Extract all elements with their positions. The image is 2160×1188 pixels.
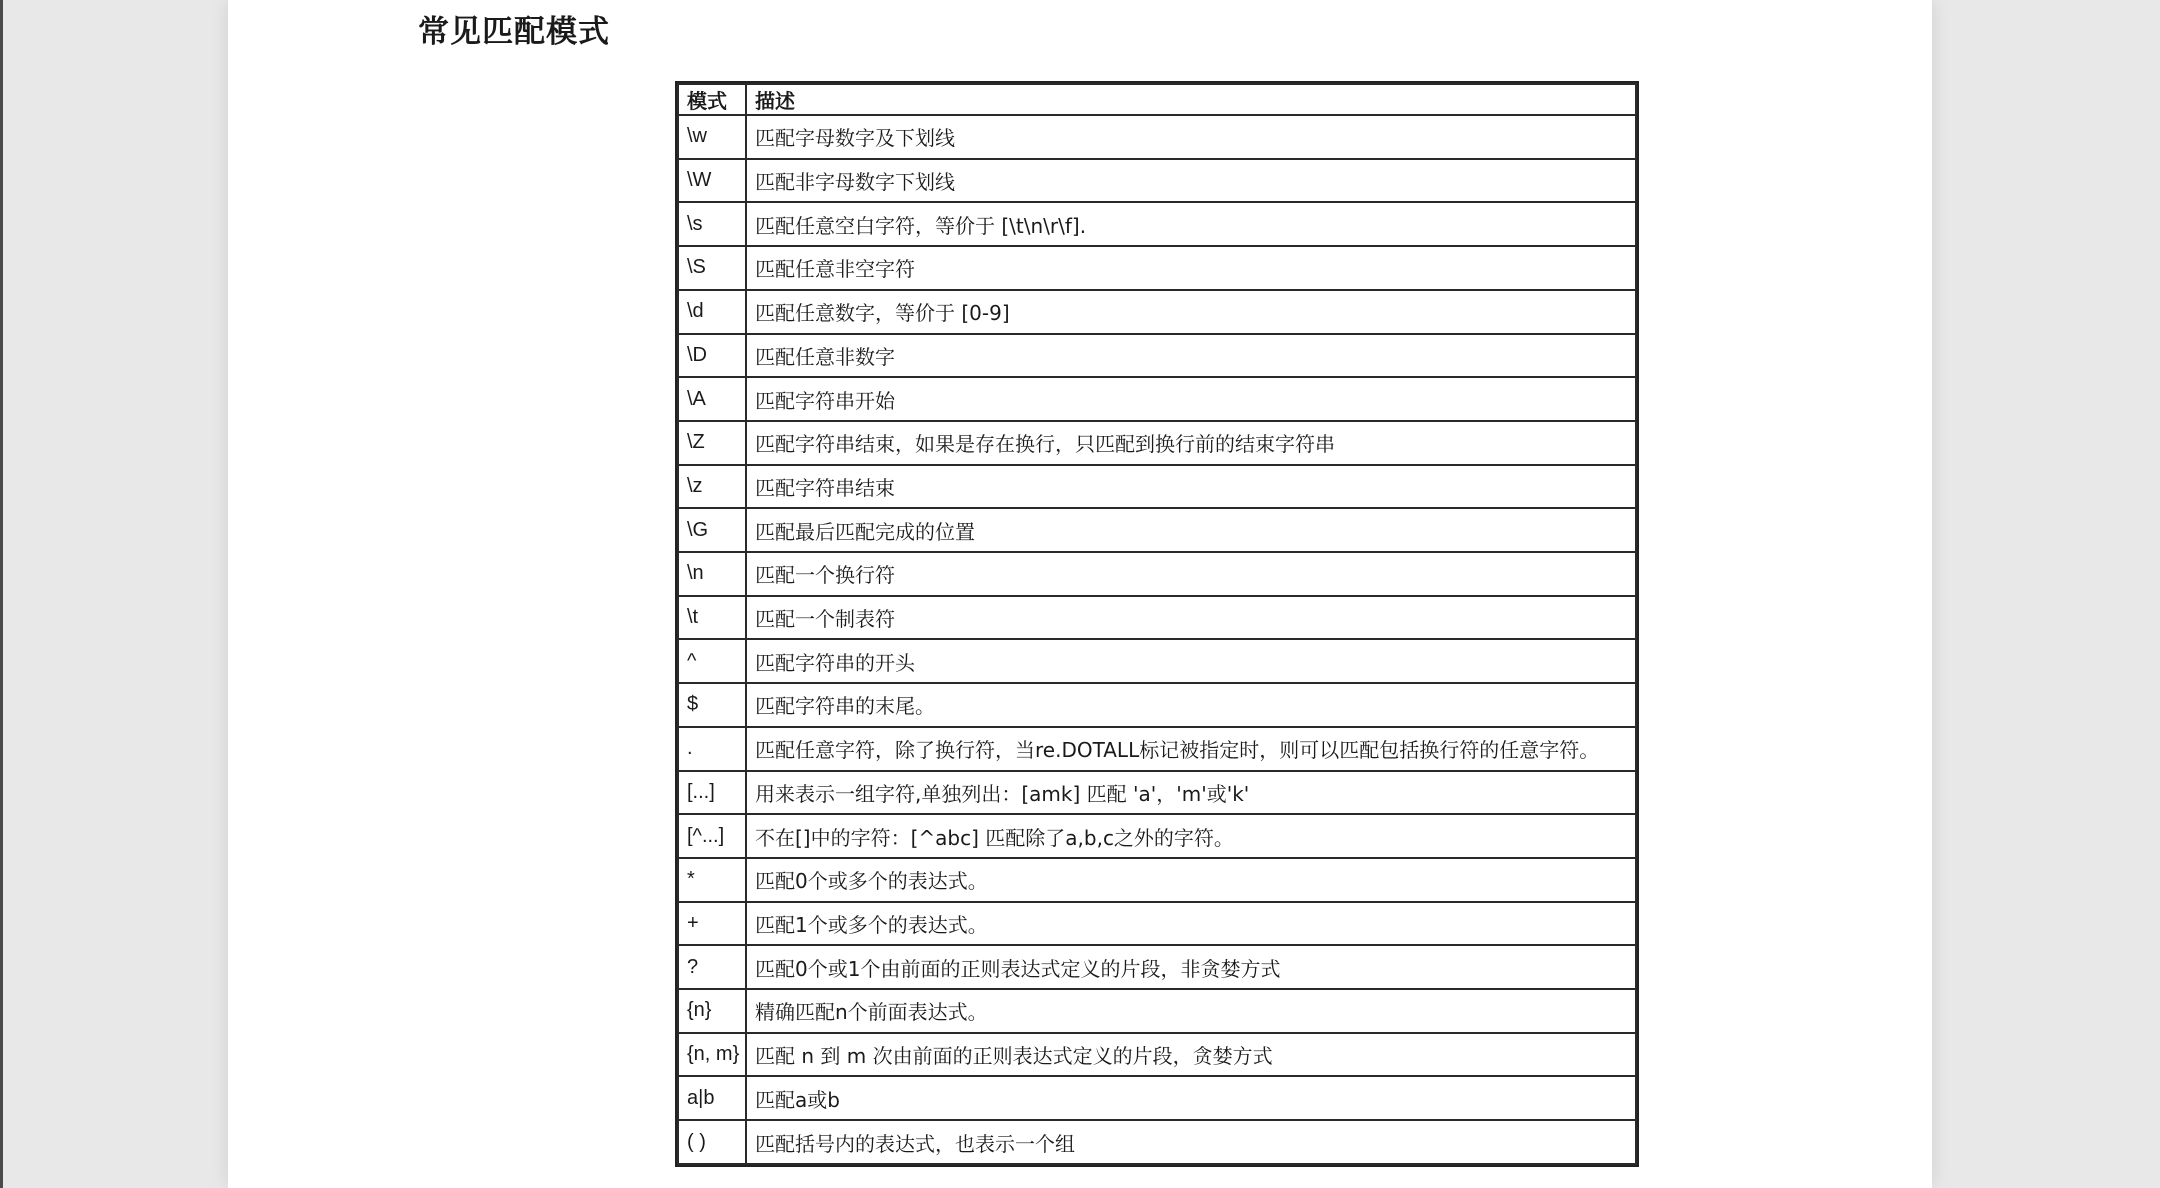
- table-row: [678, 1120, 1636, 1164]
- description-cell: 匹配字符串开始: [746, 377, 1636, 421]
- table-row: [678, 814, 1636, 858]
- pattern-cell: ?: [678, 945, 746, 989]
- pattern-cell: +: [678, 902, 746, 946]
- description-cell: 匹配最后匹配完成的位置: [746, 508, 1636, 552]
- table-row: [678, 1076, 1636, 1120]
- table-row: [678, 902, 1636, 946]
- description-cell: 匹配0个或1个由前面的正则表达式定义的片段，非贪婪方式: [746, 945, 1636, 989]
- pattern-cell: \G: [678, 508, 746, 552]
- table-row: [678, 290, 1636, 334]
- description-cell: 不在[]中的字符：[^abc] 匹配除了a,b,c之外的字符。: [746, 814, 1636, 858]
- pattern-table-container: [675, 81, 1639, 1167]
- table-row: [678, 683, 1636, 727]
- description-cell: 匹配字母数字及下划线: [746, 115, 1636, 159]
- description-cell: 匹配a或b: [746, 1076, 1636, 1120]
- description-cell: 精确匹配n个前面表达式。: [746, 989, 1636, 1033]
- description-cell: 匹配括号内的表达式，也表示一个组: [746, 1120, 1636, 1164]
- table-row: [678, 202, 1636, 246]
- pattern-cell: \S: [678, 246, 746, 290]
- table-row: [678, 945, 1636, 989]
- table-header-row: [678, 84, 1636, 115]
- pattern-cell: \A: [678, 377, 746, 421]
- pattern-cell: \Z: [678, 421, 746, 465]
- pattern-cell: \s: [678, 202, 746, 246]
- description-cell: 匹配字符串的末尾。: [746, 683, 1636, 727]
- table-body: [678, 115, 1636, 1164]
- description-cell: 匹配字符串结束: [746, 465, 1636, 509]
- table-row: [678, 596, 1636, 640]
- table-row: [678, 858, 1636, 902]
- description-cell: 匹配任意字符，除了换行符，当re.DOTALL标记被指定时，则可以匹配包括换行符的任意字符。: [746, 727, 1636, 771]
- pattern-cell: \D: [678, 334, 746, 378]
- pattern-cell: \t: [678, 596, 746, 640]
- screen-left-edge: [0, 0, 3, 1188]
- description-cell: 匹配 n 到 m 次由前面的正则表达式定义的片段，贪婪方式: [746, 1033, 1636, 1077]
- table-row: [678, 552, 1636, 596]
- description-cell: 匹配任意非数字: [746, 334, 1636, 378]
- pattern-cell: ^: [678, 639, 746, 683]
- description-cell: 匹配非字母数字下划线: [746, 159, 1636, 203]
- description-cell: 匹配一个换行符: [746, 552, 1636, 596]
- description-cell: 用来表示一组字符,单独列出：[amk] 匹配 'a'，'m'或'k': [746, 771, 1636, 815]
- description-cell: 匹配任意空白字符，等价于 [\t\n\r\f].: [746, 202, 1636, 246]
- pattern-cell: \z: [678, 465, 746, 509]
- header-pattern: 模式: [678, 84, 746, 115]
- table-row: [678, 639, 1636, 683]
- table-row: [678, 421, 1636, 465]
- table-row: [678, 115, 1636, 159]
- description-cell: 匹配0个或多个的表达式。: [746, 858, 1636, 902]
- table-row: [678, 727, 1636, 771]
- table-row: [678, 989, 1636, 1033]
- pattern-cell: *: [678, 858, 746, 902]
- pattern-cell: {n}: [678, 989, 746, 1033]
- header-description: 描述: [746, 84, 1636, 115]
- pattern-cell: ( ): [678, 1120, 746, 1164]
- document-page: [228, 0, 1932, 1188]
- description-cell: 匹配一个制表符: [746, 596, 1636, 640]
- pattern-table: [677, 83, 1637, 1165]
- pattern-cell: \w: [678, 115, 746, 159]
- table-row: [678, 377, 1636, 421]
- table-row: [678, 1033, 1636, 1077]
- description-cell: 匹配任意非空字符: [746, 246, 1636, 290]
- table-row: [678, 159, 1636, 203]
- pattern-cell: \n: [678, 552, 746, 596]
- description-cell: 匹配字符串的开头: [746, 639, 1636, 683]
- pattern-cell: {n, m}: [678, 1033, 746, 1077]
- pattern-cell: \d: [678, 290, 746, 334]
- page-title: 常见匹配模式: [418, 14, 610, 50]
- pattern-cell: $: [678, 683, 746, 727]
- description-cell: 匹配1个或多个的表达式。: [746, 902, 1636, 946]
- description-cell: 匹配字符串结束，如果是存在换行，只匹配到换行前的结束字符串: [746, 421, 1636, 465]
- pattern-cell: [^...]: [678, 814, 746, 858]
- table-row: [678, 246, 1636, 290]
- description-cell: 匹配任意数字，等价于 [0-9]: [746, 290, 1636, 334]
- table-row: [678, 771, 1636, 815]
- pattern-cell: \W: [678, 159, 746, 203]
- table-row: [678, 465, 1636, 509]
- pattern-cell: a|b: [678, 1076, 746, 1120]
- pattern-cell: .: [678, 727, 746, 771]
- table-row: [678, 508, 1636, 552]
- pattern-cell: [...]: [678, 771, 746, 815]
- table-row: [678, 334, 1636, 378]
